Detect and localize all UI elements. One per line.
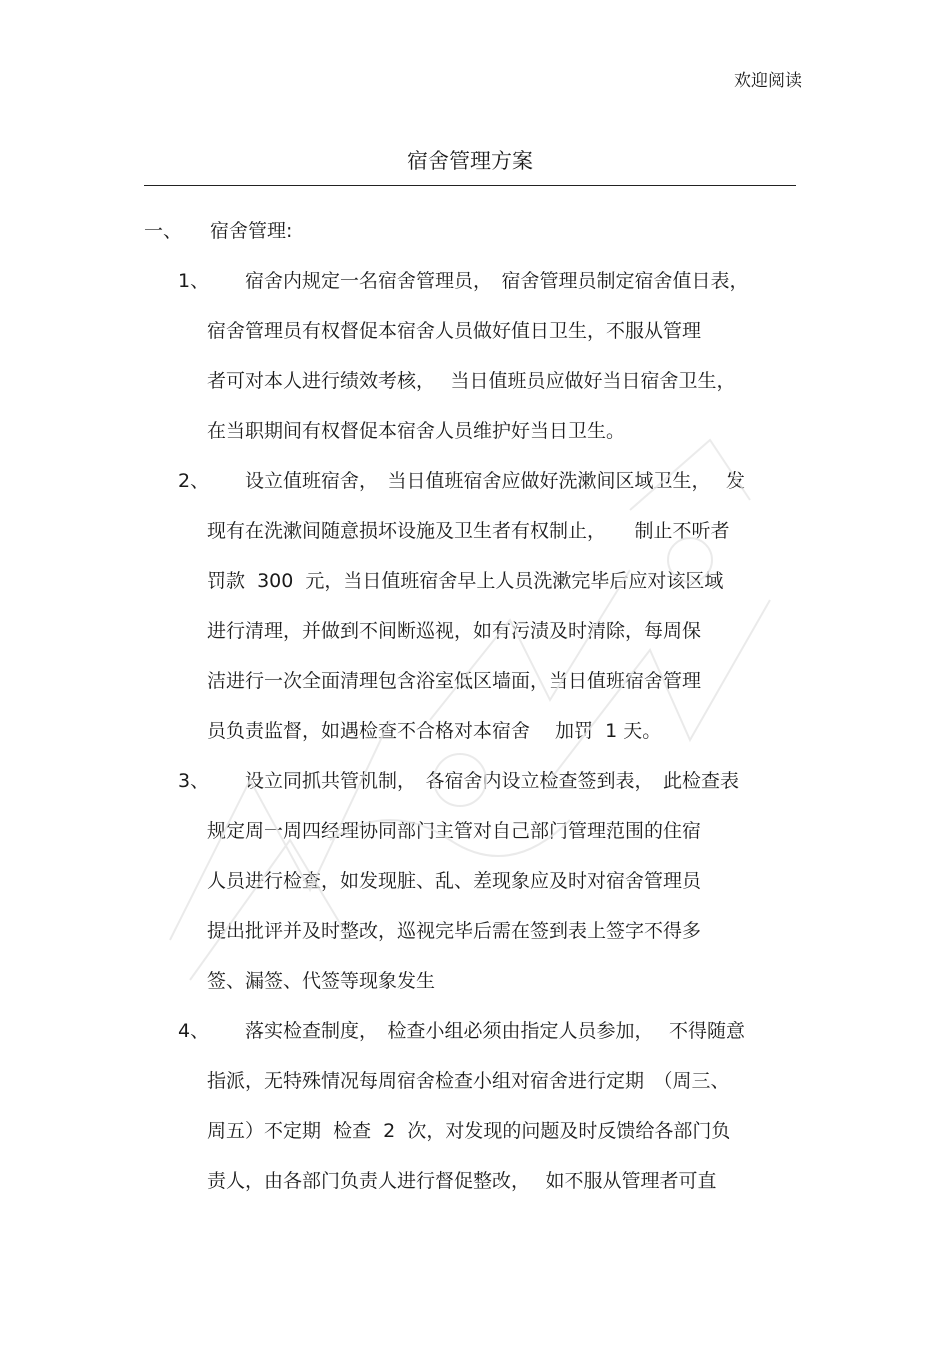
section-title: 宿舍管理: [210,220,293,242]
item-4-line-2: 指派，无特殊情况每周宿舍检查小组对宿舍进行定期 （周三、 [207,1070,730,1092]
item-4-line-1: 落实检查制度， 检查小组必须由指定人员参加， 不得随意 [245,1020,746,1042]
item-1-line-3: 者可对本人进行绩效考核， 当日值班员应做好当日宿舍卫生， [207,370,736,392]
item-1-line-2: 宿舍管理员有权督促本宿舍人员做好值日卫生，不服从管理 [207,320,702,342]
item-3-line-5: 签、漏签、代签等现象发生 [207,970,436,992]
item-2-line-5: 洁进行一次全面清理包含浴室低区墙面，当日值班宿舍管理 [207,670,702,692]
item-3-number: 3、 [178,770,210,792]
item-4-number: 4、 [178,1020,210,1042]
item-1-number: 1、 [178,270,210,292]
item-1-line-4: 在当职期间有权督促本宿舍人员维护好当日卫生。 [207,420,626,442]
title-divider [144,185,796,186]
item-3-line-2: 规定周一周四经理协同部门主管对自己部门管理范围的住宿 [207,820,702,842]
document-title: 宿舍管理方案 [407,149,533,173]
item-3-line-4: 提出批评并及时整改，巡视完毕后需在签到表上签字不得多 [207,920,702,942]
item-2-line-4: 进行清理，并做到不间断巡视，如有污渍及时清除，每周保 [207,620,702,642]
header-right-text: 欢迎阅读 [734,71,802,91]
item-1-line-1: 宿舍内规定一名宿舍管理员， 宿舍管理员制定宿舍值日表， [245,270,749,292]
item-2-line-3: 罚款 300 元，当日值班宿舍早上人员洗漱完毕后应对该区域 [207,570,724,592]
item-4-line-3: 周五）不定期 检查 2 次，对发现的问题及时反馈给各部门负 [207,1120,731,1142]
item-2-line-2: 现有在洗漱间随意损坏设施及卫生者有权制止， 制止不听者 [207,520,730,542]
item-3-line-1: 设立同抓共管机制， 各宿舍内设立检查签到表， 此检查表 [245,770,740,792]
item-4-line-4: 责人，由各部门负责人进行督促整改， 如不服从管理者可直 [207,1170,717,1192]
item-3-line-3: 人员进行检查，如发现脏、乱、差现象应及时对宿舍管理员 [207,870,702,892]
item-2-number: 2、 [178,470,210,492]
section-number: 一、 [144,220,183,242]
item-2-line-1: 设立值班宿舍， 当日值班宿舍应做好洗漱间区域卫生， 发 [245,470,746,492]
item-2-line-6: 员负责监督，如遇检查不合格对本宿舍 加罚 1 天。 [207,720,662,742]
